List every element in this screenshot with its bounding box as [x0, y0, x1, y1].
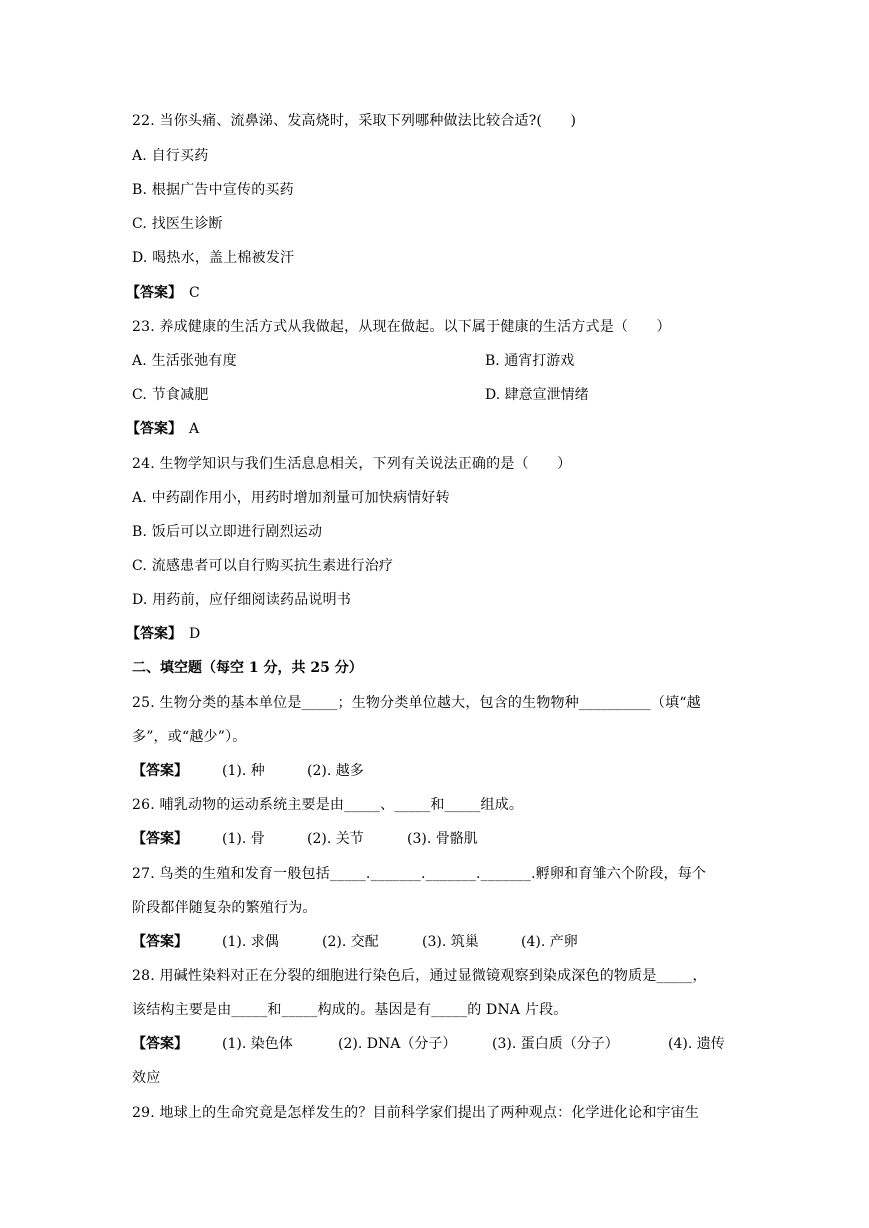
q22-answer: C [189, 285, 200, 301]
q22-option-b: B. 根据广告中宣传的买药 [132, 182, 294, 198]
q25-answer-tag: 【答案】 [132, 763, 188, 779]
q24-answer-tag: 【答案】 [126, 626, 182, 642]
q28-stem-line1: 28. 用碱性染料对正在分裂的细胞进行染色后，通过显微镜观察到染成深色的物质是_____， [132, 968, 707, 984]
q24-option-d: D. 用药前，应仔细阅读药品说明书 [132, 592, 352, 608]
q24-answer: D [189, 626, 201, 642]
q27-answer-tag: 【答案】 [132, 934, 188, 950]
q28-answer-continuation: 效应 [132, 1070, 161, 1086]
q24-option-b: B. 饭后可以立即进行剧烈运动 [132, 524, 323, 540]
q27-answer-2: (2). 交配 [322, 934, 379, 950]
q23-option-d: D. 肆意宣泄情绪 [485, 387, 589, 403]
q26-answer-tag: 【答案】 [132, 831, 188, 847]
q23-answer-tag: 【答案】 [126, 421, 182, 437]
q22-answer-tag: 【答案】 [126, 285, 182, 301]
q28-answer-2: (2). DNA（分子） [338, 1036, 457, 1052]
q27-answer-3: (3). 筑巢 [422, 934, 479, 950]
q22-option-d: D. 喝热水，盖上棉被发汗 [132, 250, 295, 266]
q25-answer-1: (1). 种 [222, 763, 265, 779]
q23-option-b: B. 通宵打游戏 [485, 353, 575, 369]
q24-stem: 24. 生物学知识与我们生活息息相关，下列有关说法正确的是（ ） [132, 456, 572, 472]
q28-answer-4: (4). 遗传 [668, 1036, 725, 1052]
q26-stem: 26. 哺乳动物的运动系统主要是由_____、_____和_____组成。 [132, 797, 524, 813]
q26-answer-2: (2). 关节 [307, 831, 364, 847]
q29-stem-line1: 29. 地球上的生命究竟是怎样发生的？目前科学家们提出了两种观点：化学进化论和宇宙生 [132, 1105, 700, 1121]
q26-answer-3: (3). 骨骼肌 [407, 831, 478, 847]
q23-answer: A [189, 421, 200, 437]
q23-option-c: C. 节食减肥 [132, 387, 209, 403]
q27-answer-4: (4). 产卵 [521, 934, 578, 950]
q27-stem-line1: 27. 鸟类的生殖和发育一般包括_____._______._______._______.孵卵和育雏六个阶段，每个 [132, 866, 707, 882]
q27-stem-line2: 阶段都伴随复杂的繁殖行为。 [132, 900, 317, 916]
q24-option-c: C. 流感患者可以自行购买抗生素进行治疗 [132, 558, 394, 574]
q25-answer-2: (2). 越多 [307, 763, 364, 779]
q28-answer-1: (1). 染色体 [222, 1036, 293, 1052]
q27-answer-1: (1). 求偶 [222, 934, 279, 950]
q25-stem-line1: 25. 生物分类的基本单位是_____；生物分类单位越大，包含的生物物种__________（填“越 [132, 695, 701, 711]
section-title-fill-in: 二、填空题（每空 1 分，共 25 分） [132, 660, 363, 676]
q28-answer-3: (3). 蛋白质（分子） [492, 1036, 619, 1052]
q23-option-a: A. 生活张弛有度 [132, 353, 237, 369]
q23-stem: 23. 养成健康的生活方式从我做起，从现在做起。以下属于健康的生活方式是（ ） [132, 319, 671, 335]
q22-option-c: C. 找医生诊断 [132, 216, 223, 232]
q25-stem-line2: 多”，或“越少”）。 [132, 729, 247, 745]
q22-option-a: A. 自行买药 [132, 148, 209, 164]
q26-answer-1: (1). 骨 [222, 831, 265, 847]
q28-stem-line2: 该结构主要是由_____和_____构成的。基因是有_____的 DNA 片段。 [132, 1002, 568, 1018]
q22-stem: 22. 当你头痛、流鼻涕、发高烧时，采取下列哪种做法比较合适?( ) [132, 113, 577, 129]
q24-option-a: A. 中药副作用小，用药时增加剂量可加快病情好转 [132, 490, 450, 506]
q28-answer-tag: 【答案】 [132, 1036, 188, 1052]
